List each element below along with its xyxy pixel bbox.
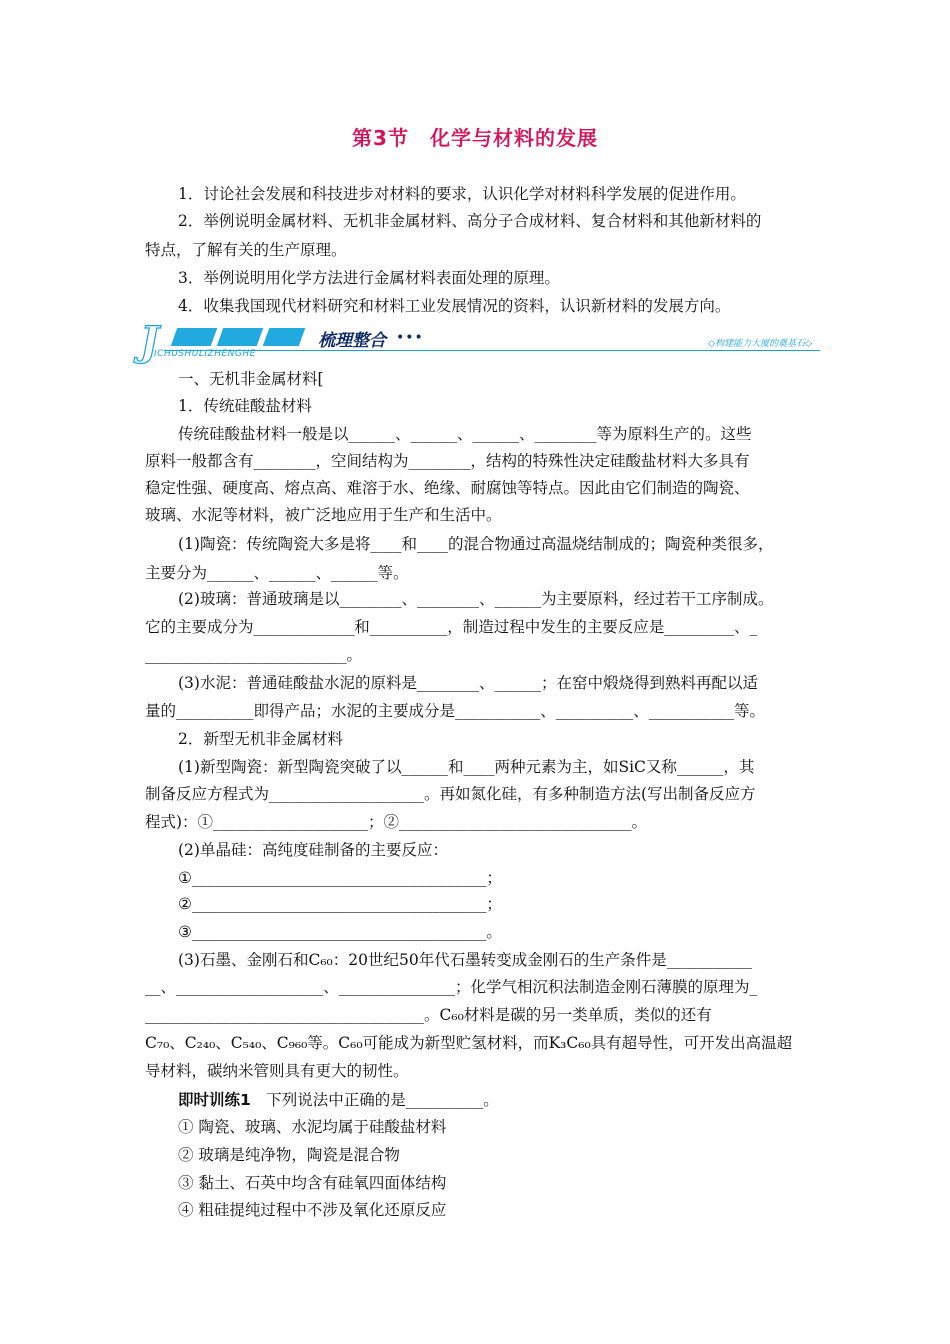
paragraph-line: ____________________________________。C₆₀材料是碳的另一类单质，类似的还有 bbox=[145, 1006, 712, 1024]
banner-letter: J bbox=[140, 318, 159, 365]
paragraph-line: __、___________________、_______________；化学气相沉积法制造金刚石薄膜的原理为_ bbox=[145, 978, 758, 996]
objective-2-cont: 特点，了解有关的生产原理。 bbox=[145, 241, 347, 259]
paragraph-line: C₇₀、C₂₄₀、C₅₄₀、C₉₆₀等。C₆₀可能成为新型贮氢材料，而K₃C₆₀具有超导性，可开发出高温超 bbox=[145, 1034, 793, 1052]
paragraph-line: 传统硅酸盐材料一般是以______、______、______、________等为原料生产的。这些 bbox=[178, 425, 752, 443]
banner-dots: ••• bbox=[396, 330, 424, 346]
paragraph-line: (3)石墨、金刚石和C₆₀：20世纪50年代石墨转变成金刚石的生产条件是___________ bbox=[178, 951, 752, 969]
paragraph-line: 导材料，碳纳米管则具有更大的韧性。 bbox=[145, 1062, 409, 1080]
paragraph-line: 量的__________即得产品；水泥的主要成分是___________、__________、___________等。 bbox=[145, 702, 766, 720]
heading-traditional-silicate: 1．传统硅酸盐材料 bbox=[178, 397, 312, 415]
heading-new-inorganic: 2．新型无机非金属材料 bbox=[178, 730, 343, 748]
banner-rule bbox=[164, 350, 820, 351]
banner-heading: 梳理整合 bbox=[318, 331, 386, 351]
practice-question bbox=[178, 1090, 499, 1110]
practice-option: ④ 粗硅提纯过程中不涉及氧化还原反应 bbox=[178, 1201, 447, 1219]
practice-question-text: 下列说法中正确的是__________。 bbox=[250, 1091, 499, 1109]
section-banner bbox=[140, 318, 820, 365]
objective-3: 3．举例说明用化学方法进行金属材料表面处理的原理。 bbox=[178, 269, 560, 287]
paragraph-line: (1)陶瓷：传统陶瓷大多是将____和____的混合物通过高温烧结制成的；陶瓷种类很多， bbox=[178, 535, 774, 553]
practice-label: 即时训练1 bbox=[178, 1091, 251, 1109]
objective-4: 4．收集我国现代材料研究和材料工业发展情况的资料，认识新材料的发展方向。 bbox=[178, 297, 731, 315]
practice-option: ① 陶瓷、玻璃、水泥均属于硅酸盐材料 bbox=[178, 1118, 447, 1136]
paragraph-line: (2)单晶硅：高纯度硅制备的主要反应： bbox=[178, 841, 448, 859]
banner-motto: ◇构建能力大厦的奠基石◇ bbox=[708, 339, 812, 349]
practice-option: ② 玻璃是纯净物，陶瓷是混合物 bbox=[178, 1146, 400, 1164]
section-title: 第3节 化学与材料的发展 bbox=[352, 126, 598, 150]
paragraph-line: ③______________________________________。 bbox=[178, 923, 502, 941]
paragraph-line: 玻璃、水泥等材料，被广泛地应用于生产和生活中。 bbox=[145, 506, 502, 524]
paragraph-line: (1)新型陶瓷：新型陶瓷突破了以______和____两种元素为主，如SiC又称______，其 bbox=[178, 758, 755, 776]
paragraph-line: ②______________________________________； bbox=[178, 895, 502, 913]
paragraph-line: 稳定性强、硬度高、熔点高、难溶于水、绝缘、耐腐蚀等特点。因此由它们制造的陶瓷、 bbox=[145, 479, 750, 497]
objective-2: 2．举例说明金属材料、无机非金属材料、高分子合成材料、复合材料和其他新材料的 bbox=[178, 212, 762, 230]
paragraph-line: ①______________________________________； bbox=[178, 869, 502, 887]
paragraph-line: 程式)：①____________________；②______________________________。 bbox=[145, 813, 648, 831]
paragraph-line: 主要分为______、______、______等。 bbox=[145, 564, 409, 582]
banner-pinyin: ICHUSHULIZHENGHE bbox=[154, 349, 256, 359]
paragraph-line: 它的主要成分为_____________和__________，制造过程中发生的主要反应是_________、_ bbox=[145, 618, 758, 636]
paragraph-line: 制备反应方程式为____________________。再如氮化硅，有多种制造方法(写出制备反应方 bbox=[145, 785, 756, 803]
paragraph-line: (3)水泥：普通硅酸盐水泥的原料是________、______；在窑中煅烧得到熟料再配以适 bbox=[178, 674, 758, 692]
objective-1: 1．讨论社会发展和科技进步对材料的要求，认识化学对材料科学发展的促进作用。 bbox=[178, 185, 746, 203]
paragraph-line: __________________________。 bbox=[145, 646, 363, 664]
paragraph-line: (2)玻璃：普通玻璃是以________、________、______为主要原料，经过若干工序制成。 bbox=[178, 590, 774, 608]
paragraph-line: 原料一般都含有________，空间结构为________，结构的特殊性决定硅酸盐材料大多具有 bbox=[145, 452, 750, 470]
practice-option: ③ 黏土、石英中均含有硅氧四面体结构 bbox=[178, 1174, 447, 1192]
heading-inorganic: 一、无机非金属材料[ bbox=[178, 370, 324, 388]
